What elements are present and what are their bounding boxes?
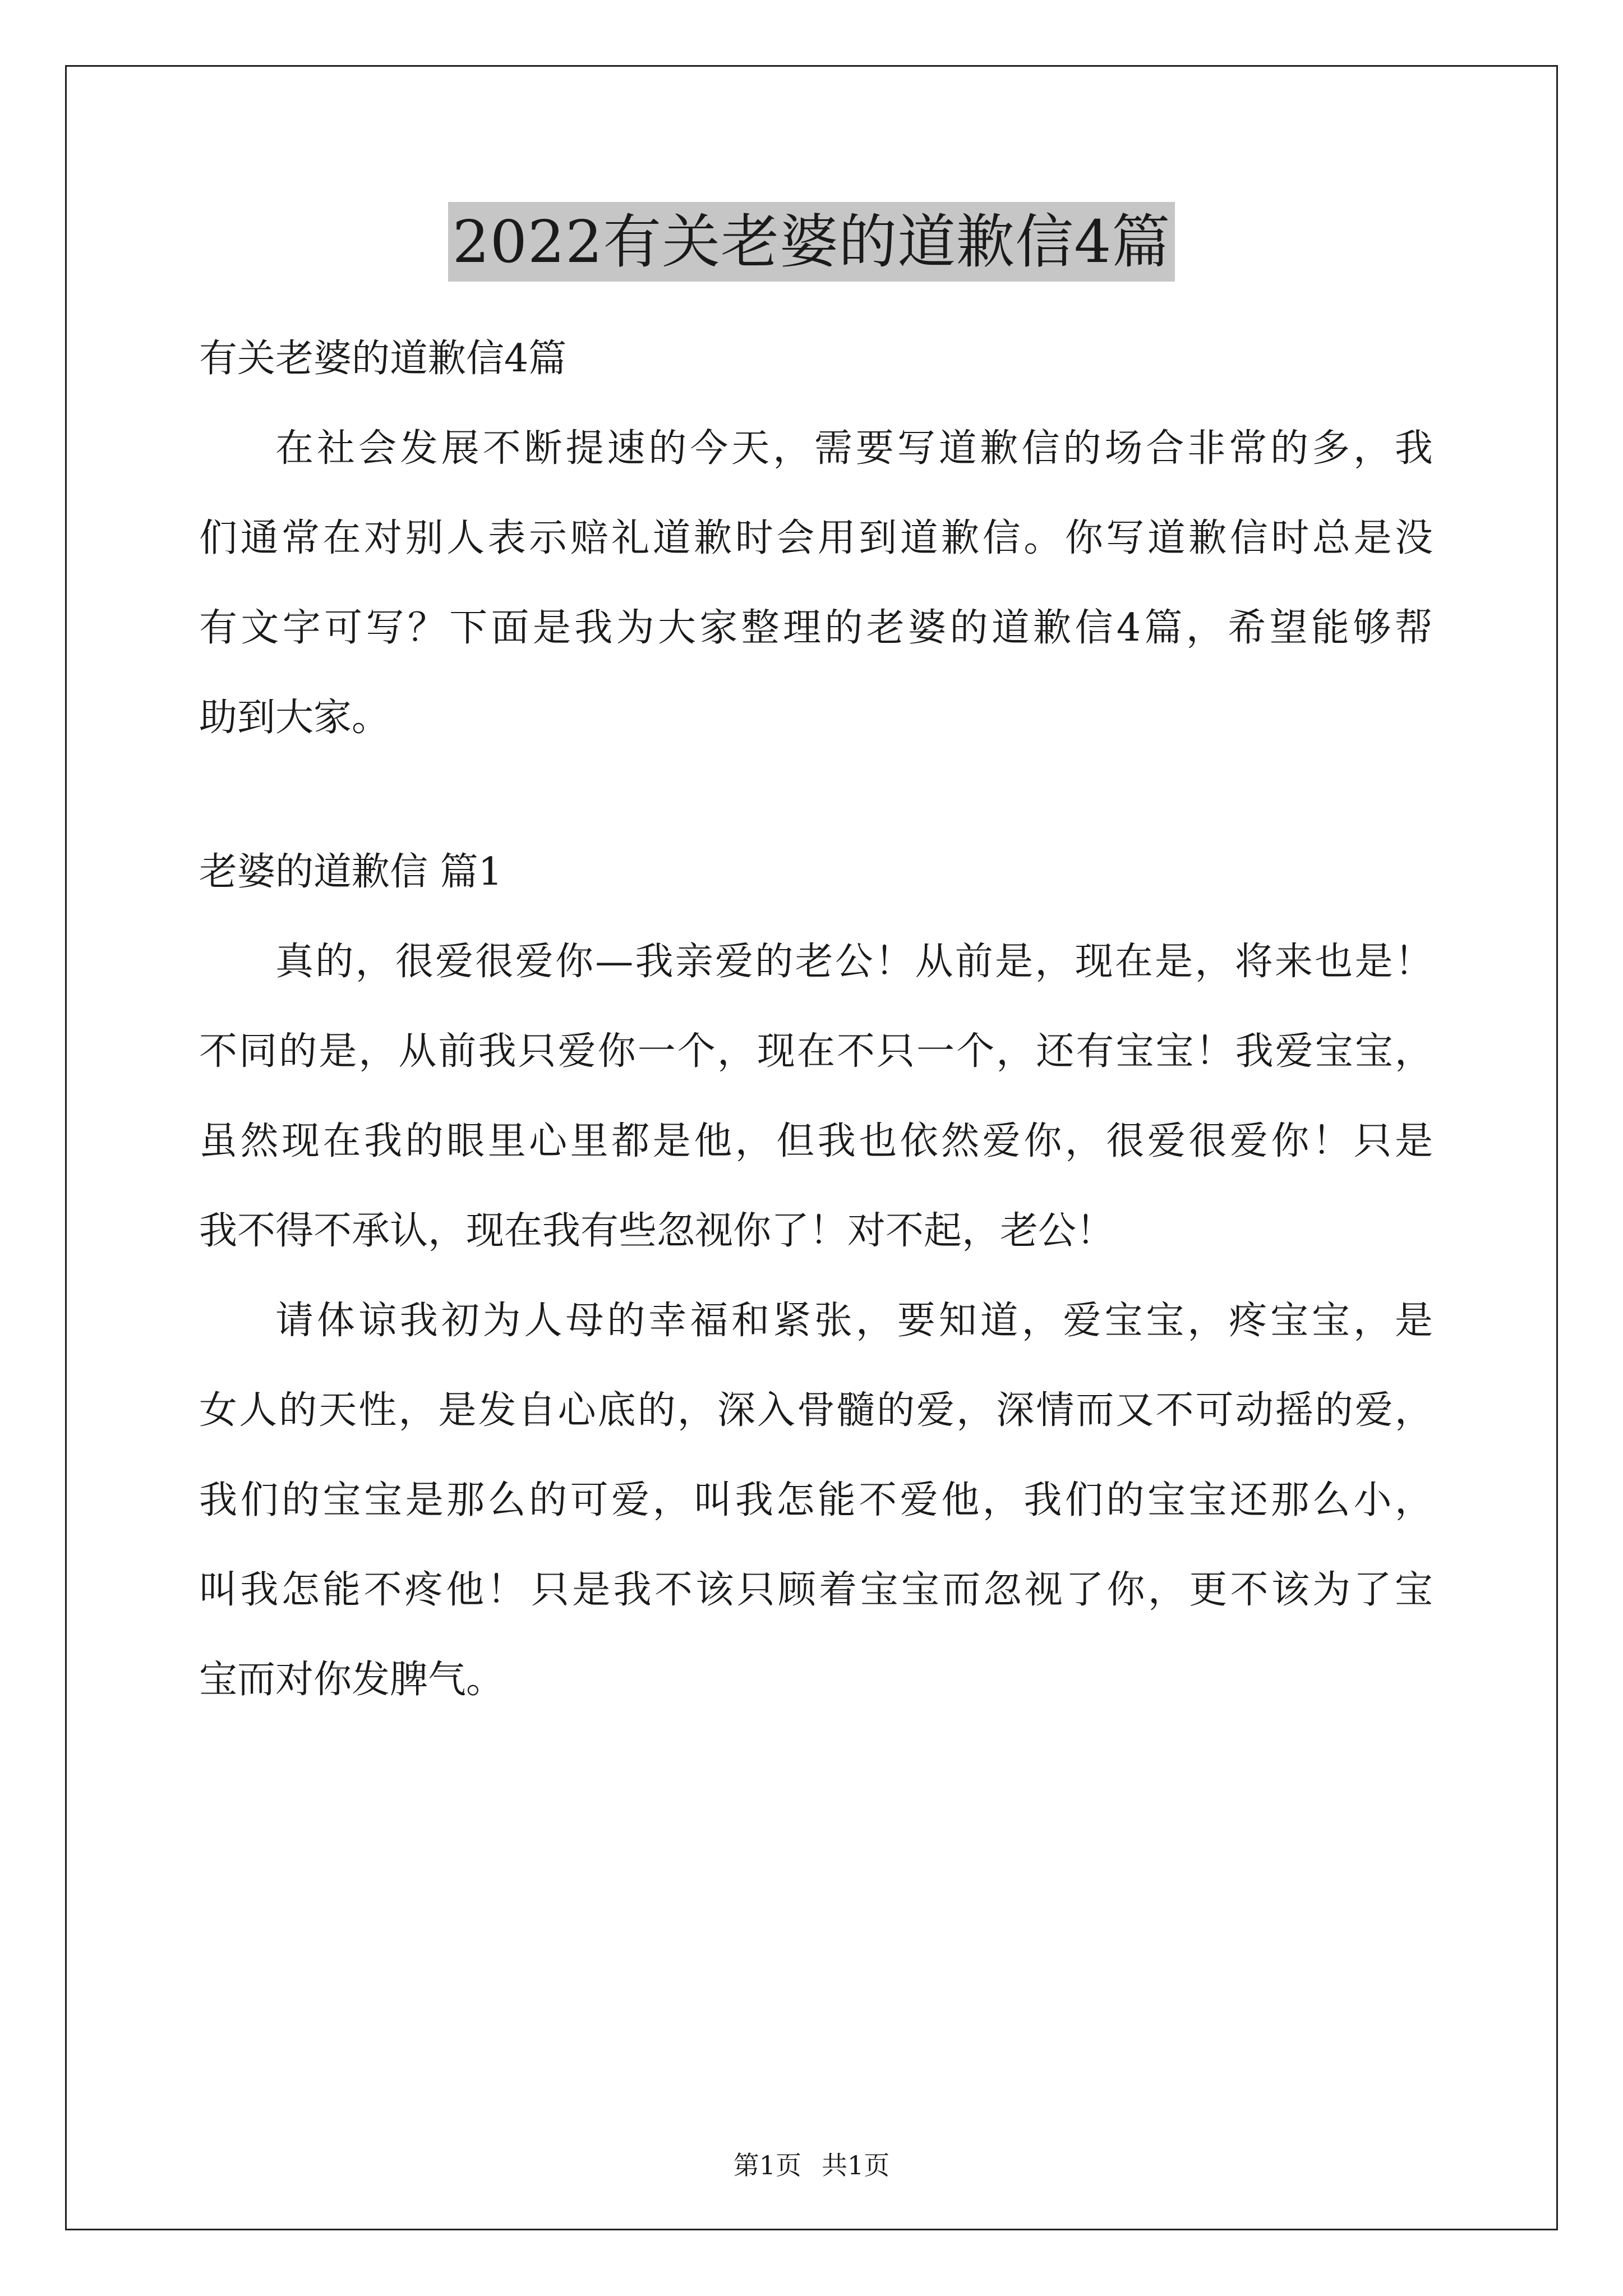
document-subtitle: 有关老婆的道歉信4篇 <box>199 337 567 381</box>
paragraph1-line: 真 的 ， 很 爱 很 爱 你 — 我 亲 爱 的 老 公 ！ 从 前 是 ， 现 在 是 ， 将 来 也 是 ！ <box>275 940 1433 984</box>
page-number: 第1页 <box>733 2150 801 2180</box>
title-container <box>0 202 1623 282</box>
paragraph1-line: 我不得不承认，现在我有些忽视你了！对不起，老公！ <box>199 1209 1115 1253</box>
intro-line: 们 通 常 在 对 别 人 表 示 赔 礼 道 歉 时 会 用 到 道 歉 信 。 你 写 道 歉 信 时 总 是 没 <box>199 516 1433 560</box>
intro-line: 在 社 会 发 展 不 断 提 速 的 今 天 ， 需 要 写 道 歉 信 的 场 合 非 常 的 多 ， 我 <box>275 426 1433 471</box>
paragraph2-line: 请 体 谅 我 初 为 人 母 的 幸 福 和 紧 张 ， 要 知 道 ， 爱 宝 宝 ， 疼 宝 宝 ， 是 <box>275 1299 1433 1343</box>
document-body <box>199 314 1433 1725</box>
intro-line: 有 文 字 可 写 ？ 下 面 是 我 为 大 家 整 理 的 老 婆 的 道 歉 信 4 篇 ， 希 望 能 够 帮 <box>199 606 1433 650</box>
paragraph2-line: 我 们 的 宝 宝 是 那 么 的 可 爱 ， 叫 我 怎 能 不 爱 他 ， 我 们 的 宝 宝 还 那 么 小 ， <box>199 1478 1433 1522</box>
section-gap <box>199 763 1433 827</box>
page-total: 共1页 <box>822 2150 890 2180</box>
document-title: 2022有关老婆的道歉信4篇 <box>448 202 1175 282</box>
paragraph1-line: 虽 然 现 在 我 的 眼 里 心 里 都 是 他 ， 但 我 也 依 然 爱 你 ， 很 爱 很 爱 你 ！ 只 是 <box>199 1119 1433 1163</box>
section-heading: 老婆的道歉信 篇1 <box>199 850 502 894</box>
intro-line: 助到大家。 <box>199 696 390 740</box>
paragraph2-line: 叫 我 怎 能 不 疼 他 ！ 只 是 我 不 该 只 顾 着 宝 宝 而 忽 视 了 你 ， 更 不 该 为 了 宝 <box>199 1568 1433 1612</box>
paragraph2-line: 宝而对你发脾气。 <box>199 1658 505 1702</box>
page-footer <box>0 2148 1623 2182</box>
paragraph2-line: 女 人 的 天 性 ， 是 发 自 心 底 的 ， 深 入 骨 髓 的 爱 ， 深 情 而 又 不 可 动 摇 的 爱 ， <box>199 1388 1433 1433</box>
paragraph1-line: 不 同 的 是 ， 从 前 我 只 爱 你 一 个 ， 现 在 不 只 一 个 ， 还 有 宝 宝 ！ 我 爱 宝 宝 ， <box>199 1029 1433 1074</box>
